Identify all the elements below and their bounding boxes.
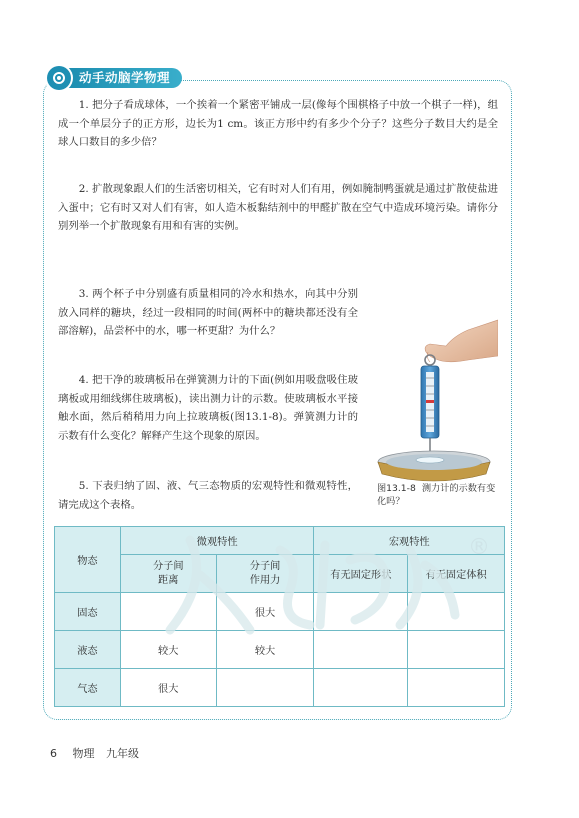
- figure-caption: [377, 483, 502, 508]
- cell-force: 很大: [216, 593, 314, 631]
- cell-distance: 很大: [120, 669, 216, 707]
- header-force: [216, 555, 314, 593]
- cell-distance: 较大: [120, 631, 216, 669]
- question-3: 3. 两个杯子中分别盛有质量相同的冷水和热水，向其中分别放入同样的糖块，经过一段相同的时间(两杯中的糖块都还没有全部溶解)，品尝杯中的水，哪一杯更甜？为什么？: [58, 288, 358, 338]
- header-macro: 宏观特性: [314, 527, 505, 555]
- cell-distance: [120, 593, 216, 631]
- footer-grade: 九年级: [106, 747, 139, 760]
- table-row: [55, 669, 505, 707]
- figure-caption-text: 测力计的示数有变化吗？: [377, 483, 496, 507]
- cell-volume: [408, 669, 505, 707]
- cell-shape: [314, 669, 408, 707]
- question-5: 5. 下表归纳了固、液、气三态物质的宏观特性和微观特性，请完成这个表格。: [58, 480, 358, 511]
- question-1: 1. 把分子看成球体，一个挨着一个紧密平铺成一层(像每个围棋格子中放一个棋子一样)，组成一个单层分子的正方形，边长为1 cm。该正方形中约有多少个分子？这些分子数目大约是全球人口数目的多少倍？: [58, 99, 498, 149]
- page-number: 6: [50, 747, 57, 760]
- header-volume: 有无固定体积: [408, 555, 505, 593]
- cell-force: 较大: [216, 631, 314, 669]
- figure-number: 图13.1-8: [377, 483, 416, 494]
- header-distance: [120, 555, 216, 593]
- header-state: 物态: [55, 527, 121, 593]
- section-title: 动手动脑学物理: [65, 68, 182, 88]
- header-force-text: 分子间作用力: [249, 560, 281, 586]
- watermark-registered-mark: ®: [468, 535, 490, 560]
- row-state: 液态: [55, 631, 121, 669]
- target-circle-icon: [47, 66, 71, 90]
- table-row: [55, 631, 505, 669]
- cell-shape: [314, 593, 408, 631]
- cell-volume: [408, 631, 505, 669]
- header-micro: 微观特性: [120, 527, 314, 555]
- cell-volume: [408, 593, 505, 631]
- row-state: 固态: [55, 593, 121, 631]
- page-footer: [50, 745, 139, 761]
- states-table: [54, 526, 505, 707]
- question-2: 2. 扩散现象跟人们的生活密切相关，它有时对人们有用，例如腌制鸭蛋就是通过扩散使盐进入蛋中；它有时又对人们有害，如人造木板黏结剂中的甲醛扩散在空气中造成环境污染。请你分别列举一个扩散现象有用和有害的实例。: [58, 183, 498, 233]
- table-row: [55, 593, 505, 631]
- spring-scale-glass-plate-in-water-icon: [368, 316, 498, 488]
- question-4: 4. 把干净的玻璃板吊在弹簧测力计的下面(例如用吸盘吸住玻璃板或用细线绑住玻璃板)，读出测力计的示数。使玻璃板水平接触水面，然后稍稍用力向上拉玻璃板(图13.1-8)。弹簧测力计的示数有什么变化？解释产生这个现象的原因。: [58, 374, 358, 442]
- cell-shape: [314, 631, 408, 669]
- header-shape: 有无固定形状: [314, 555, 408, 593]
- header-distance-text: 分子间距离: [152, 560, 184, 586]
- cell-force: [216, 669, 314, 707]
- footer-subject: 物理: [72, 747, 95, 760]
- row-state: 气态: [55, 669, 121, 707]
- section-header: [47, 66, 182, 90]
